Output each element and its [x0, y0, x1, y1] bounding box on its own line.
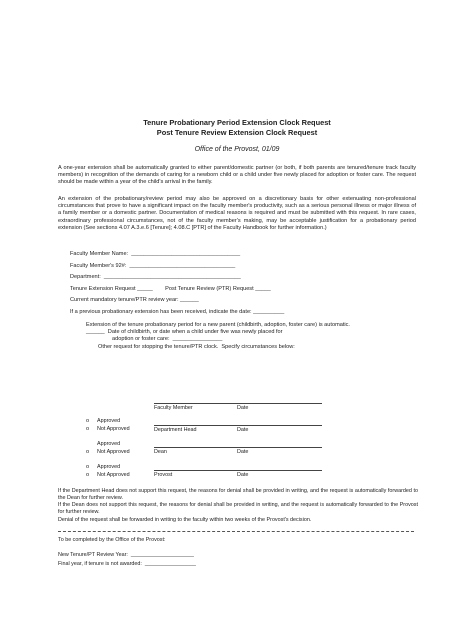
adoption-date-line[interactable]: adoption or foster care: ________________	[112, 336, 223, 342]
faculty-signature-line[interactable]	[154, 403, 322, 404]
faculty-92-field[interactable]: Faculty Member's 92#: __________________________________	[70, 263, 236, 269]
footer-provost-denial: Denial of the request shall be forwarded in writing to the faculty within two weeks of the Provost's decision.	[58, 517, 312, 523]
provost-signature-line[interactable]	[154, 470, 322, 471]
provost-approved-option[interactable]: Approved	[97, 464, 121, 470]
dean-label: Dean	[154, 449, 167, 455]
radio-bullet[interactable]: o	[86, 426, 90, 432]
radio-bullet[interactable]: o	[86, 464, 90, 470]
faculty-name-field[interactable]: Faculty Member Name: ___________________________________	[70, 251, 241, 257]
section-divider	[58, 531, 414, 532]
extension-automatic-line: Extension of the tenure probationary period for a new parent (childbirth, adoption, foster care) is automatic.	[86, 322, 350, 328]
department-head-signature-line[interactable]	[154, 425, 322, 426]
provost-label: Provost	[154, 472, 173, 478]
dept-approved-option[interactable]: Approved	[97, 418, 121, 424]
childbirth-date-line[interactable]: ______ Date of childbirth, or date when a child under five was newly placed for	[86, 329, 283, 335]
final-year-field[interactable]: Final year, if tenure is not awarded: _________________	[58, 561, 196, 567]
title-line-1: Tenure Probationary Period Extension Clock Request	[143, 118, 331, 127]
department-head-label: Department Head	[154, 427, 197, 433]
footer-department-denial: If the Department Head does not support this request, the reasons for denial shall be provided in writing, and the request is automatically forwarded to the Dean for further review.	[58, 488, 418, 501]
other-request-line: Other request for stopping the tenure/PTR clock. Specify circumstances below:	[98, 344, 295, 350]
paragraph-discretionary-extension: An extension of the probationary/review period may also be approved on a discretionary basis for other extenuating non-professional circumstances that prove to have a significant impact on the faculty member's productivity, such as a serious personal illness or major illness of a family member or a domestic partner. Documentation of medical reasons is required and must be submitted with this request. In rare cases, extraordinary professional circumstances, not of the faculty member's making, may be acceptable justification for a probationary period extension (See sections 4.07 A.3.e.6 [Tenure]; 4.08.C [PTR] of the Faculty Handbook for further information.)	[58, 196, 416, 231]
previous-extension-field[interactable]: If a previous probationary extension has been received, indicate the date: __________	[70, 309, 285, 315]
department-field[interactable]: Department: ____________________________________________	[70, 274, 241, 280]
date-label: Date	[237, 449, 249, 455]
provost-office-heading: To be completed by the Office of the Provost:	[58, 537, 166, 543]
title-line-2: Post Tenure Review Extension Clock Request	[156, 128, 318, 137]
office-line: Office of the Provost, 01/09	[194, 146, 280, 153]
dean-not-approved-option[interactable]: Not Approved	[97, 449, 130, 455]
dean-approved-option[interactable]: Approved	[97, 441, 121, 447]
faculty-member-label: Faculty Member	[154, 405, 193, 411]
radio-bullet[interactable]: o	[86, 449, 90, 455]
radio-bullet[interactable]: o	[86, 418, 90, 424]
provost-not-approved-option[interactable]: Not Approved	[97, 472, 130, 478]
dean-signature-line[interactable]	[154, 447, 322, 448]
current-review-year-field[interactable]: Current mandatory tenure/PTR review year: ______	[70, 297, 199, 303]
request-type-field[interactable]: Tenure Extension Request _____ Post Tenure Review (PTR) Request _____	[70, 286, 271, 292]
date-label: Date	[237, 472, 249, 478]
paragraph-automatic-extension: A one-year extension shall be automatically granted to either parent/domestic partner (or both, if both parents are tenured/tenure track faculty members) in recognition of the demands of caring for a newborn child or a child under five newly placed for adoption or foster care. The request should be made within a year of the child's arrival in the family.	[58, 165, 416, 186]
date-label: Date	[237, 405, 249, 411]
radio-bullet[interactable]: o	[86, 472, 90, 478]
new-review-year-field[interactable]: New Tenure/PT Review Year: _____________________	[58, 552, 194, 558]
dept-not-approved-option[interactable]: Not Approved	[97, 426, 130, 432]
date-label: Date	[237, 427, 249, 433]
footer-dean-denial: If the Dean does not support this request, the reasons for denial shall be provided in writing, and the request is automatically forwarded to the Provost for further review.	[58, 502, 418, 515]
